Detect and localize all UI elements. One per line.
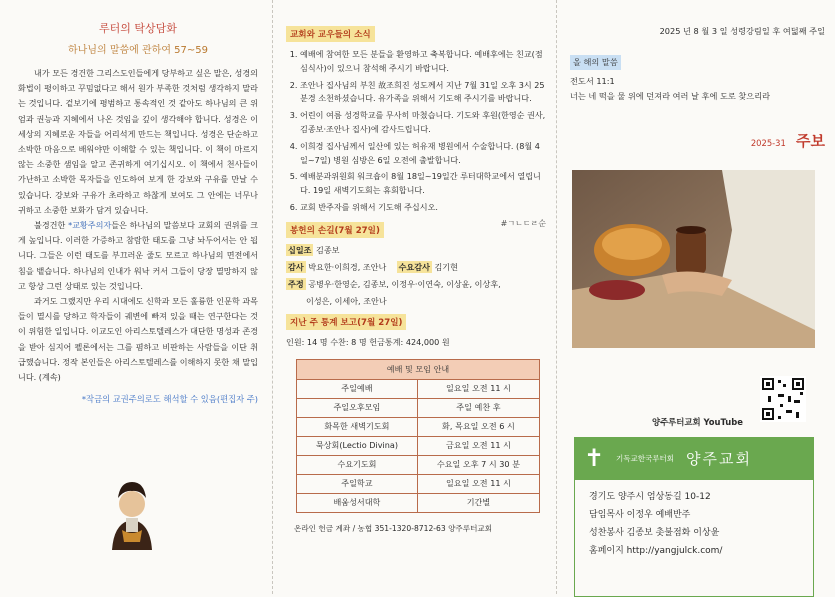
bulletin-number: 2025-31 [750,138,786,148]
article-title: 루터의 탁상담화 [99,22,177,35]
church-name: 양주교회 [685,449,752,468]
tithe-names: 김종보 [313,244,340,255]
news-item: 5. 예배분과위원회 워크숍이 8월 18일~19일간 루터대학교에서 열립니다. 19일 새벽기도회는 휴회합니다. [300,170,546,198]
denomination-name: 기독교한국루터회 [616,453,674,463]
schedule-time: 화, 목요일 오전 6 시 [417,417,539,436]
middle-panel [278,0,554,594]
thanks-names: 박요한·이희경, 조안나 [305,261,387,272]
schedule-time: 수요일 오후 7 시 30 분 [417,455,539,474]
cross-logo-icon: ✝ [583,444,605,472]
online-offering-account: 온라인 헌금 계좌 / 농협 351-1320-8712-63 양주루터교회 [294,523,493,533]
weekly-names: 공병우·한영순, 김종보, 이정우·이연숙, 이상윤, 이상후, [305,278,501,289]
weekly-row [286,276,546,293]
verse-text: 너는 네 떡을 물 위에 던져라 여러 날 후에 도로 찾으리라 [570,91,771,101]
article-paragraph-3: 과거도 그랬지만 우리 시대에도 신학과 모든 훌륭한 인문학 과목들이 멸시를 당하고 학자들이 궤변에 빠져 있을 때는 연구한다는 것이 위험한 일입니다. 이교도인 아리스토텔레스가 대단한 명성과 존경을 받아 심지어 펠론에서는 그를 폄하고 비판하는 사람들을 이단 취급했습니다. 정작 본인들은 아리스토텔레스를 이해하지 못한 채 말입니다. (계속) [18,296,258,383]
article-paragraph-2 [18,218,258,294]
order-hashtag: #ㄱㄴㄷㄹ순 [500,218,546,228]
qr-code-image[interactable] [760,376,806,422]
table-row [297,474,540,493]
stats-line: 인원: 14 명 수찬: 8 명 헌금통계: 424,000 원 [286,336,450,347]
fold-line-1 [272,0,273,594]
schedule-header: 예배 및 모임 안내 [297,359,540,379]
tithe-row [286,242,546,259]
church-banner [574,437,814,479]
offering-section-title: 봉헌의 손길(7월 27일) [286,222,384,238]
tithe-tag: 십일조 [288,244,312,255]
verse-reference: 전도서 11:1 [570,76,615,86]
homepage-link[interactable]: 홈페이지 http://yangjulck.com/ [589,546,723,556]
news-item: 3. 어린이 여름 성경학교를 무사히 마쳤습니다. 기도와 후원(한영순 권사, 김종보·조안나 집사)에 감사드립니다. [300,109,546,137]
schedule-event: 배움성서대학 [297,493,418,512]
news-item: 2. 조안나 집사님의 부친 故조희진 성도께서 지난 7월 31일 오후 3시 25분경 소천하셨습니다. 유가족을 위해서 기도해 주시기를 바랍니다. [300,79,546,107]
church-address: 경기도 양주시 엄상동길 10-12 [589,492,711,502]
fold-line-2 [556,0,557,594]
weekly-row-cont: 이성은, 이세아, 조안나 [306,295,387,306]
bulletin-heading [570,130,825,151]
stats-section-title: 지난 주 통계 보고(7월 27일) [286,314,406,330]
wednesday-thanks-names: 김기현 [431,261,458,272]
schedule-table [296,359,540,513]
schedule-time: 일요일 오전 11 시 [417,474,539,493]
church-info-box [574,479,814,597]
verse-of-year-tag: 올 해의 말씀 [570,55,621,70]
offering-header-row [286,218,546,242]
paragraph-2-start: 불경건한 [34,220,69,231]
news-item: 1. 예배에 참여한 모든 분들을 환영하고 축복합니다. 예배후에는 친교(점심식사)이 있으니 참석해 주시기 바랍니다. [300,48,546,76]
pastor-line: 담임목사 이정우 예배반주 [589,510,691,520]
schedule-time: 일요일 오전 11 시 [417,379,539,398]
schedule-time: 금요일 오전 11 시 [417,436,539,455]
schedule-time: 기간별 [417,493,539,512]
youtube-label[interactable] [652,416,743,428]
schedule-event: 화목한 새벽기도회 [297,417,418,436]
luther-portrait-image [104,470,160,550]
weekly-tag: 주정 [288,278,304,289]
schedule-event: 주일예배 [297,379,418,398]
service-date: 2025 년 8 월 3 일 성령강림일 후 여덟째 주일 [659,26,825,36]
table-row [297,379,540,398]
schedule-event: 수요기도회 [297,455,418,474]
article-subtitle: 하나님의 말씀에 관하여 57~59 [68,45,208,56]
table-row [297,398,540,417]
news-item: 4. 이희경 집사님께서 일산에 있는 허유재 병원에서 수술합니다. (8월 4일~7일) 병원 심방은 6일 오전에 출발합니다. [300,140,546,168]
communion-photo [572,170,815,348]
thanks-tag: 감사 [288,261,304,272]
editor-note: *작금의 교권주의로도 해석할 수 있음(편집자 주) [81,394,258,405]
news-section-title: 교회와 교우들의 소식 [286,26,375,42]
schedule-event: 주일학교 [297,474,418,493]
papist-highlight: *교황주의자 [68,220,112,231]
wednesday-thanks-tag: 수요감사 [398,261,430,272]
thanks-row [286,259,546,276]
table-row [297,493,540,512]
news-list [286,48,546,215]
schedule-event: 묵상회(Lectio Divina) [297,436,418,455]
article-paragraph-1: 내가 모든 경건한 그리스도인들에게 당부하고 싶은 말은, 성경의 화법이 평이하고 꾸밈없다고 해서 원가 부족한 것처럼 생각하지 말라는 것입니다. 겉보기에 평범하고 통속적인 것 같아도 하나님의 큰 위엄과 권능과 지혜에서 나온 것임을 깊이 생각해야 합니다. 성경은 이 세상의 지혜로운 자들을 어리석게 만드는 책입니다. 성경은 단순하고 소박한 마음으로 배워야만 이해할 수 있는 책입니다. 이 책이 마르지 않는 소중한 샘임을 알고 존귀하게 여기십시오. 이 책에서 천사들이 가난하고 소박한 목자들을 인도하여 보게 한 강보와 구유를 만날 수 있습니다. 강보와 구유가 초라하고 하찮게 보여도 그 안에는 너무나 귀하고 소중한 보화가 담겨 있습니다. [18,68,258,215]
news-item: 6. 교회 반주자를 위해서 기도해 주십시오. [300,201,546,215]
youtube-channel-name: 양주루터교회 YouTube [652,417,743,427]
right-panel [560,0,835,594]
bulletin-word: 주보 [796,132,825,150]
schedule-time: 주일 예찬 후 [417,398,539,417]
table-row [297,417,540,436]
schedule-event: 주일오후모임 [297,398,418,417]
table-row [297,436,540,455]
paragraph-2-rest: 들은 하나님의 말씀보다 교회의 권위를 크게 높입니다. 이러한 가증하고 참람한 태도를 그냥 놔두어서는 안 됩니다. 그들은 이런 태도를 부끄러운 줄도 모르고 하나님의 면전에서 침을 뱉습니다. 하나님의 인내가 워낙 커서 그들이 당장 멸망하지 않고 항상 그런 상태로 있는 것입니다. [18,220,258,291]
table-row [297,455,540,474]
service-roles-line: 성찬봉사 김종보 촛불점화 이상윤 [589,528,720,538]
